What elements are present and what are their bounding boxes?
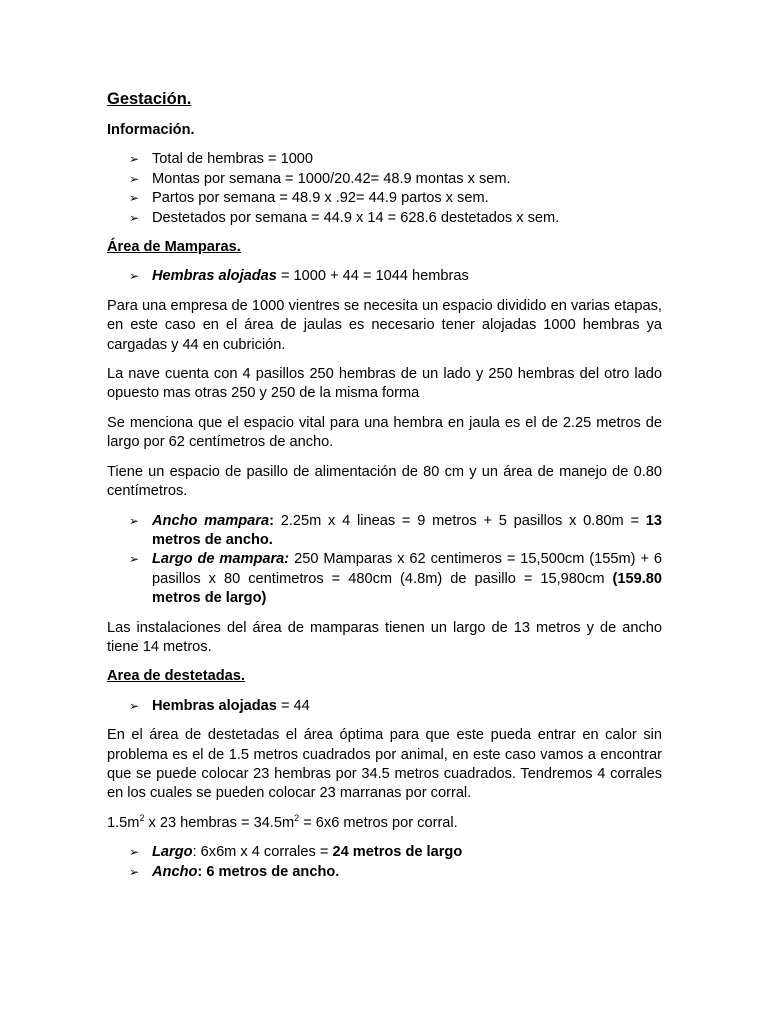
arrow-bullet-icon: ➢ [129,845,140,860]
mamparas-dimensions-list [107,512,662,609]
arrow-bullet-icon: ➢ [129,698,140,713]
page-title: Gestación. [107,90,192,108]
paragraph: En el área de destetadas el área óptima para que este pueda entrar en calor sin problema es el de 1.5 metros cuadrados por animal, en este caso vamos a encontrar que se puede colocar 23 hembras por 34.5 metros cuadrados. Tendremos 4 corrales en los cuales se pueden colocar 23 marranas por corral. [107,727,662,802]
arrow-bullet-icon: ➢ [129,210,140,225]
list-item: ➢ Ancho mampara: 2.25m x 4 lineas = 9 metros + 5 pasillos x 0.80m = 13 metros de ancho. [129,512,663,548]
arrow-bullet-icon: ➢ [129,513,140,528]
destetadas-heading: Area de destetadas. [107,668,245,685]
list-item: ➢ Largo de mampara: 250 Mamparas x 62 centimeros = 15,500cm (155m) + 6 pasillos x 80 centimetros = 480cm (4.8m) de pasillo = 15,980cm (159.80 metros de largo) [129,551,663,607]
list-item: ➢ Total de hembras = 1000 [107,150,662,169]
arrow-bullet-icon: ➢ [129,552,140,567]
mamparas-hembras-list [107,267,662,286]
info-list [107,150,662,228]
list-item: ➢ Destetados por semana = 44.9 x 14 = 628.6 destetados x sem. [107,209,662,228]
info-heading: Información. [107,122,195,138]
list-item: ➢ Hembras alojadas = 44 [107,697,662,716]
list-item: ➢ Hembras alojadas = 1000 + 44 = 1044 hembras [107,267,662,286]
paragraph: La nave cuenta con 4 pasillos 250 hembras de un lado y 250 hembras del otro lado opuesto mas otras 250 y 250 de la misma forma [107,366,662,402]
paragraph: Tiene un espacio de pasillo de alimentación de 80 cm y un área de manejo de 0.80 centímetros. [107,463,662,500]
paragraph: Las instalaciones del área de mamparas tienen un largo de 13 metros y de ancho tiene 14 metros. [107,619,662,655]
list-item: ➢ Ancho: 6 metros de ancho. [107,863,662,882]
mamparas-heading: Área de Mamparas. [107,239,241,256]
list-item: ➢ Largo: 6x6m x 4 corrales = 24 metros de largo [107,843,662,862]
paragraph: Para una empresa de 1000 vientres se necesita un espacio dividido en varias etapas, en este caso en el área de jaulas es necesario tener alojadas 1000 hembras ya cargadas y 44 en cubrición. [107,297,662,353]
paragraph: Se menciona que el espacio vital para una hembra en jaula es el de 2.25 metros de largo por 62 centímetros de ancho. [107,414,662,451]
list-item: ➢ Montas por semana = 1000/20.42= 48.9 montas x sem. [107,170,662,189]
destetadas-hembras-list [107,697,662,716]
arrow-bullet-icon: ➢ [129,269,140,284]
destetadas-dimensions-list [107,843,662,882]
list-item: ➢ Partos por semana = 48.9 x .92= 44.9 partos x sem. [107,189,662,208]
arrow-bullet-icon: ➢ [129,171,140,186]
arrow-bullet-icon: ➢ [129,152,140,167]
arrow-bullet-icon: ➢ [129,191,140,206]
document-page [107,88,662,892]
formula: $1.5m^2$ x 23 hembras = $34.5m^2 = 6x6$ metros por corral. [107,812,458,831]
arrow-bullet-icon: ➢ [129,864,140,879]
